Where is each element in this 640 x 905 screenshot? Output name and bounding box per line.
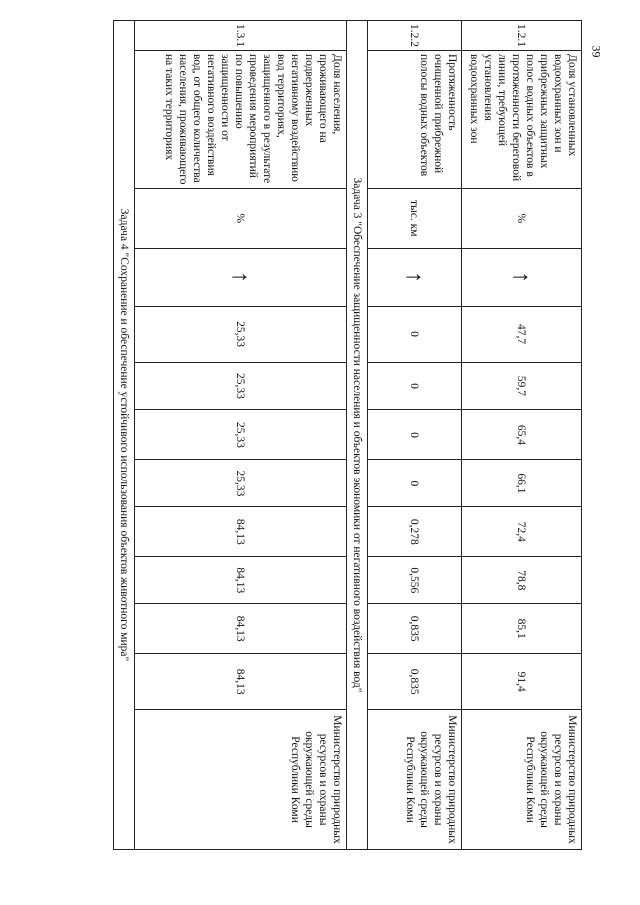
value-cell: 25,33 <box>135 410 347 460</box>
value-cell: 59,7 <box>462 362 582 410</box>
rotated-table-sheet <box>62 20 582 850</box>
responsible-ministry: Министерство природных ресурсов и охраны окружающей среды Республики Коми <box>135 710 347 850</box>
responsible-ministry: Министерство природных ресурсов и охраны окружающей среды Республики Коми <box>368 710 462 850</box>
value-cell: 0 <box>368 362 462 410</box>
row-code: 1.3.1 <box>135 21 347 51</box>
indicator-name: Доля установленных водоохранных зон и прибрежных защитных полос водных объектов в протяженности береговой линии, требующей установления водоохранных зон <box>462 51 582 189</box>
section-header-row <box>114 21 135 850</box>
value-cell: 91,4 <box>462 654 582 710</box>
up-arrow-icon: ↑ <box>462 248 582 306</box>
value-cell: 84,13 <box>135 557 347 604</box>
row-code: 1.2.1 <box>462 21 582 51</box>
value-cell: 84,13 <box>135 604 347 654</box>
value-cell: 25,33 <box>135 460 347 507</box>
unit-cell: тыс. км <box>368 188 462 248</box>
row-code: 1.2.2 <box>368 21 462 51</box>
table-row <box>462 21 582 850</box>
indicators-table <box>113 20 582 850</box>
up-arrow-icon: ↑ <box>368 248 462 306</box>
value-cell: 0,278 <box>368 507 462 557</box>
up-arrow-icon: ↑ <box>135 248 347 306</box>
value-cell: 84,13 <box>135 654 347 710</box>
value-cell: 0,835 <box>368 654 462 710</box>
indicator-name: Доля населения, проживающего на подверженных негативному воздействию вод территориях, защищенного в результате проведения мероприятий по повышению защищенности от негативного воздействия вод, от общего количества населения, проживающего на таких территориях <box>135 51 347 189</box>
responsible-ministry: Министерство природных ресурсов и охраны окружающей среды Республики Коми <box>462 710 582 850</box>
value-cell: 85,1 <box>462 604 582 654</box>
value-cell: 72,4 <box>462 507 582 557</box>
unit-cell: % <box>135 188 347 248</box>
section-title: Задача 3 "Обеспечение защищенности населения и объектов экономики от негативного воздействия вод" <box>347 21 368 850</box>
value-cell: 0 <box>368 410 462 460</box>
table-row <box>135 21 347 850</box>
value-cell: 78,8 <box>462 557 582 604</box>
unit-cell: % <box>462 188 582 248</box>
indicator-name: Протяженность очищенной прибрежной полосы водных объектов <box>368 51 462 189</box>
value-cell: 0,835 <box>368 604 462 654</box>
value-cell: 84,13 <box>135 507 347 557</box>
section-header-row <box>347 21 368 850</box>
value-cell: 47,7 <box>462 306 582 362</box>
table-row <box>368 21 462 850</box>
section-title: Задача 4 "Сохранение и обеспечение устойчивого использования объектов животного мира" <box>114 21 135 850</box>
value-cell: 25,33 <box>135 306 347 362</box>
value-cell: 0 <box>368 460 462 507</box>
value-cell: 0 <box>368 306 462 362</box>
value-cell: 65,4 <box>462 410 582 460</box>
value-cell: 25,33 <box>135 362 347 410</box>
value-cell: 66,1 <box>462 460 582 507</box>
value-cell: 0,556 <box>368 557 462 604</box>
page-number: 39 <box>589 45 604 58</box>
